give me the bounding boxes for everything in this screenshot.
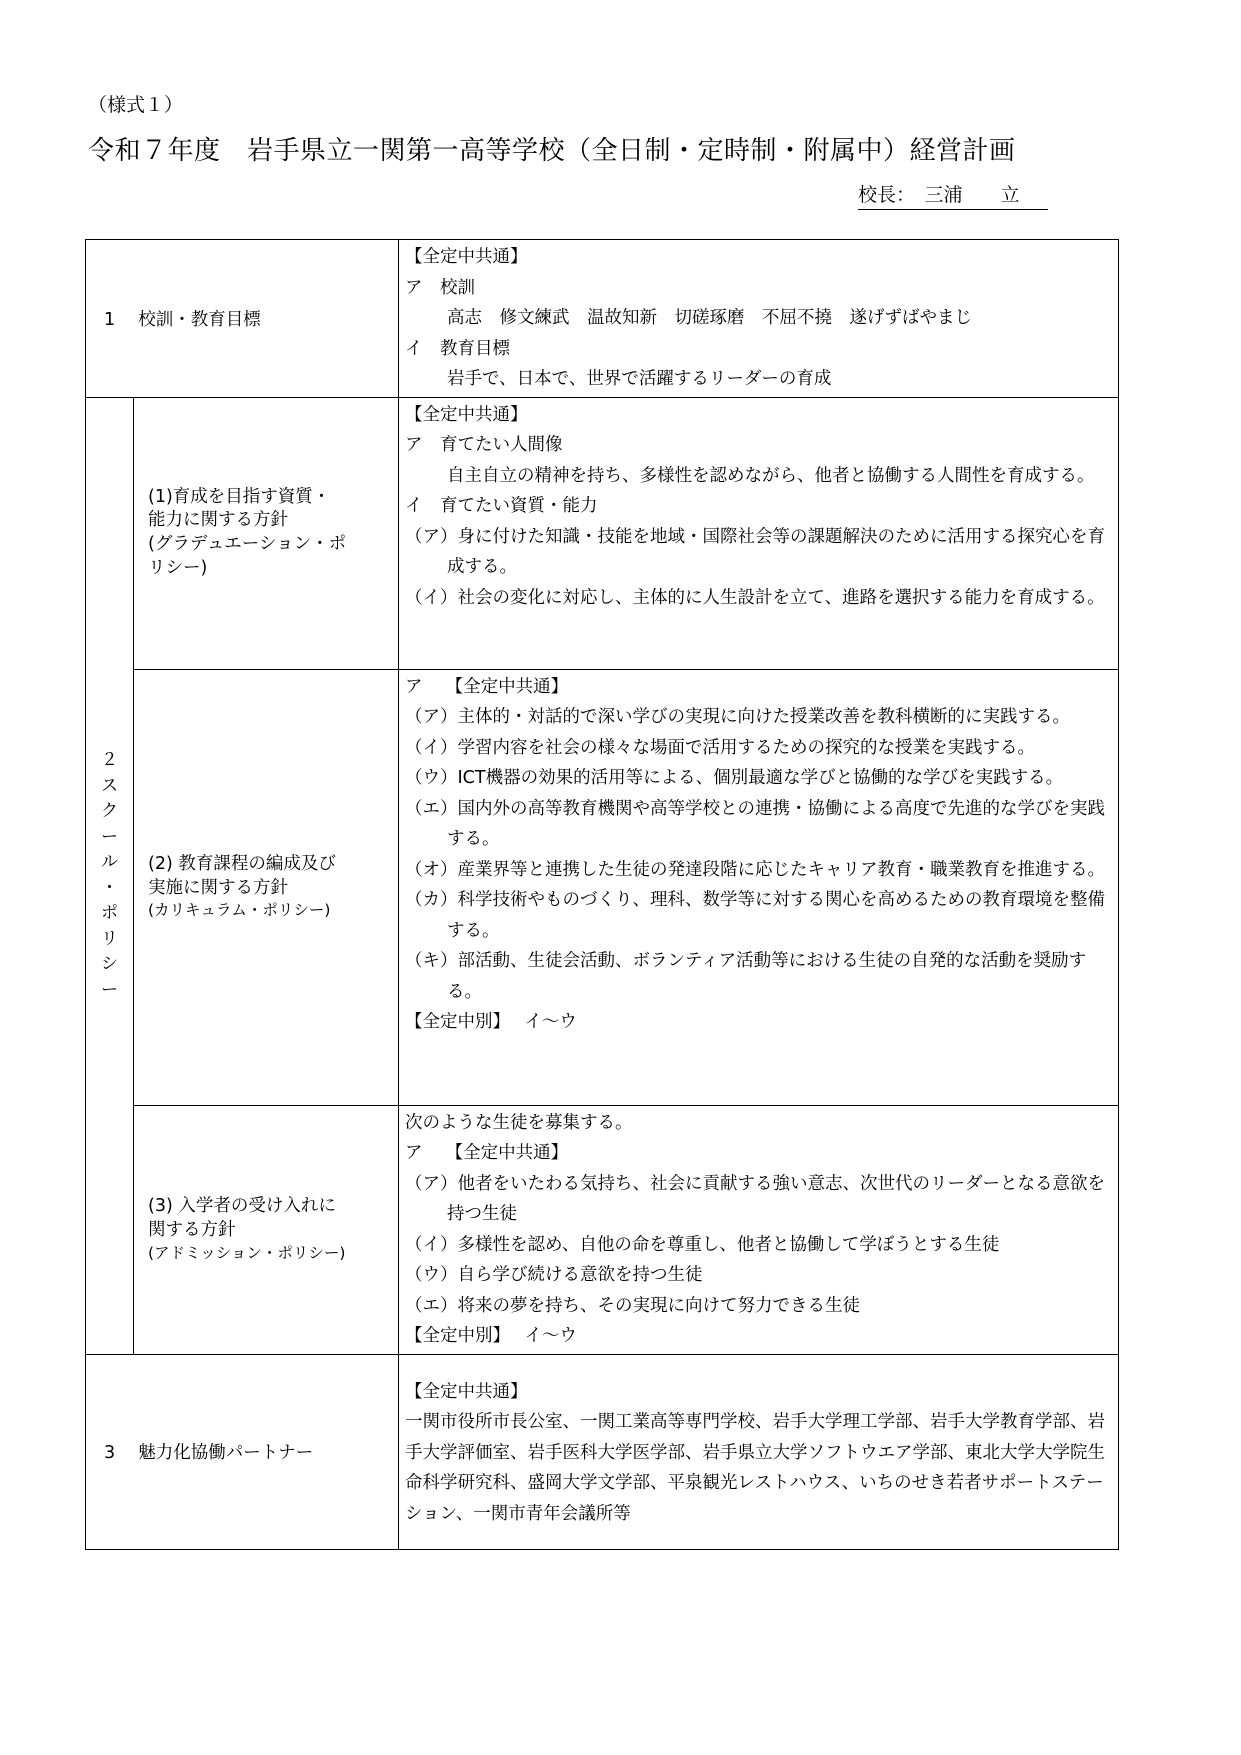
graduation-policy-heading bbox=[134, 397, 399, 669]
motto-label: ア 校訓 bbox=[405, 277, 476, 298]
principal-name: 校長： 三浦 立 bbox=[858, 180, 1048, 210]
school-motto-heading bbox=[86, 240, 399, 398]
list-item: （イ）多様性を認め、自他の命を尊重し、他者と協働して学ぼうとする生徒 bbox=[405, 1234, 1000, 1255]
school-policy-vertical-label bbox=[86, 397, 134, 1354]
education-goal-text: 岩手で、日本で、世界で活躍するリーダーの育成 bbox=[447, 369, 832, 389]
motto-common-label: 【全定中共通】 bbox=[405, 247, 528, 267]
curriculum-policy-content bbox=[399, 669, 1119, 1105]
admission-policy-heading-line: 関する方針 bbox=[148, 1220, 236, 1241]
list-item: （ア）主体的・対話的で深い学びの実現に向けた授業改善を教科横断的に実践する。 bbox=[405, 707, 1071, 727]
list-item: （ウ）ICT機器の効果的活用等による、個別最適な学びと協働的な学びを実践する。 bbox=[405, 768, 1064, 788]
graduation-policy-heading-line: リシー) bbox=[148, 557, 208, 578]
admission-policy-heading-line: (アドミッション・ポリシー) bbox=[148, 1243, 346, 1262]
list-item: 【全定中別】 イ～ウ bbox=[405, 1012, 577, 1032]
school-policy-vertical-text: ２ ス ク ー ル ・ ポ リ シ ー bbox=[101, 750, 118, 1000]
graduation-policy-content bbox=[399, 397, 1119, 669]
list-item: 【全定中別】 イ～ウ bbox=[405, 1326, 577, 1346]
graduation-policy-heading-line: (グラデュエーション・ポ bbox=[148, 534, 347, 554]
graduation-policy-heading-line: (1)育成を目指す資質・ bbox=[148, 486, 331, 507]
row-curriculum-policy bbox=[86, 669, 1119, 1105]
list-item: ア 【全定中共通】 bbox=[405, 1143, 569, 1163]
list-item: 自主自立の精神を持ち、多様性を認めながら、他者と協働する人間性を育成する。 bbox=[447, 465, 1095, 486]
list-item: （カ）科学技術やものづくり、理科、数学等に対する関心を高めるための教育環境を整備する。 bbox=[405, 890, 1106, 941]
curriculum-policy-heading-line: (カリキュラム・ポリシー) bbox=[148, 901, 331, 920]
list-item: 次のような生徒を募集する。 bbox=[405, 1112, 633, 1133]
list-item: （ア）他者をいたわる気持ち、社会に貢献する強い意志、次世代のリーダーとなる意欲を持つ生徒 bbox=[405, 1173, 1106, 1224]
motto-text: 高志 修文練武 温故知新 切磋琢磨 不屈不撓 遂げずばやまじ bbox=[447, 308, 973, 328]
list-item: ア 育てたい人間像 bbox=[405, 435, 563, 455]
list-item: （エ）将来の夢を持ち、その実現に向けて努力できる生徒 bbox=[405, 1295, 861, 1316]
school-motto-heading-text: 1 校訓・教育目標 bbox=[104, 309, 261, 330]
partners-content bbox=[399, 1354, 1119, 1550]
partners-list: 一関市役所市長公室、一関工業高等専門学校、岩手大学理工学部、岩手大学教育学部、岩手大学評価室、岩手医科大学医学部、岩手県立大学ソフトウエア学部、東北大学大学院生命科学研究科、盛岡大学文学部、平泉観光レストハウス、いちのせき若者サポートステーション、一関市青年会議所等 bbox=[405, 1412, 1106, 1524]
page-title: 令和７年度 岩手県立一関第一高等学校（全日制・定時制・附属中）経営計画 bbox=[88, 136, 1016, 166]
list-item: （イ）社会の変化に対応し、主体的に人生設計を立て、進路を選択する能力を育成する。 bbox=[405, 587, 1105, 608]
partners-common-label: 【全定中共通】 bbox=[405, 1381, 528, 1402]
form-number: （様式１） bbox=[88, 94, 184, 116]
education-goal-label: イ 教育目標 bbox=[405, 338, 511, 359]
admission-policy-heading bbox=[134, 1105, 399, 1354]
list-item: （ウ）自ら学び続ける意欲を持つ生徒 bbox=[405, 1265, 703, 1285]
list-item: 【全定中共通】 bbox=[405, 404, 528, 425]
row-admission-policy bbox=[86, 1105, 1119, 1354]
list-item: （エ）国内外の高等教育機関や高等学校との連携・協働による高度で先進的な学びを実践する。 bbox=[405, 798, 1106, 849]
list-item: ア 【全定中共通】 bbox=[405, 676, 569, 697]
graduation-policy-heading-line: 能力に関する方針 bbox=[148, 510, 288, 531]
admission-policy-content bbox=[399, 1105, 1119, 1354]
management-plan-table bbox=[85, 239, 1119, 1550]
list-item: （キ）部活動、生徒会活動、ボランティア活動等における生徒の自発的な活動を奨励する。 bbox=[405, 951, 1087, 1002]
curriculum-policy-heading-line: 実施に関する方針 bbox=[148, 877, 288, 898]
row-partners bbox=[86, 1354, 1119, 1550]
list-item: （ア）身に付けた知識・技能を地域・国際社会等の課題解決のために活用する探究心を育成する。 bbox=[405, 526, 1106, 577]
partners-heading-text: 3 魅力化協働パートナー bbox=[104, 1443, 314, 1464]
row-school-motto bbox=[86, 240, 1119, 398]
school-motto-content bbox=[399, 240, 1119, 398]
admission-policy-heading-line: (3) 入学者の受け入れに bbox=[148, 1196, 336, 1217]
curriculum-policy-heading-line: (2) 教育課程の編成及び bbox=[148, 853, 336, 874]
list-item: （オ）産業界等と連携した生徒の発達段階に応じたキャリア教育・職業教育を推進する。 bbox=[405, 859, 1106, 880]
list-item: （イ）学習内容を社会の様々な場面で活用するための探究的な授業を実践する。 bbox=[405, 737, 1036, 758]
partners-heading bbox=[86, 1354, 399, 1550]
list-item: イ 育てたい資質・能力 bbox=[405, 496, 598, 516]
curriculum-policy-heading bbox=[134, 669, 399, 1105]
row-graduation-policy bbox=[86, 397, 1119, 669]
